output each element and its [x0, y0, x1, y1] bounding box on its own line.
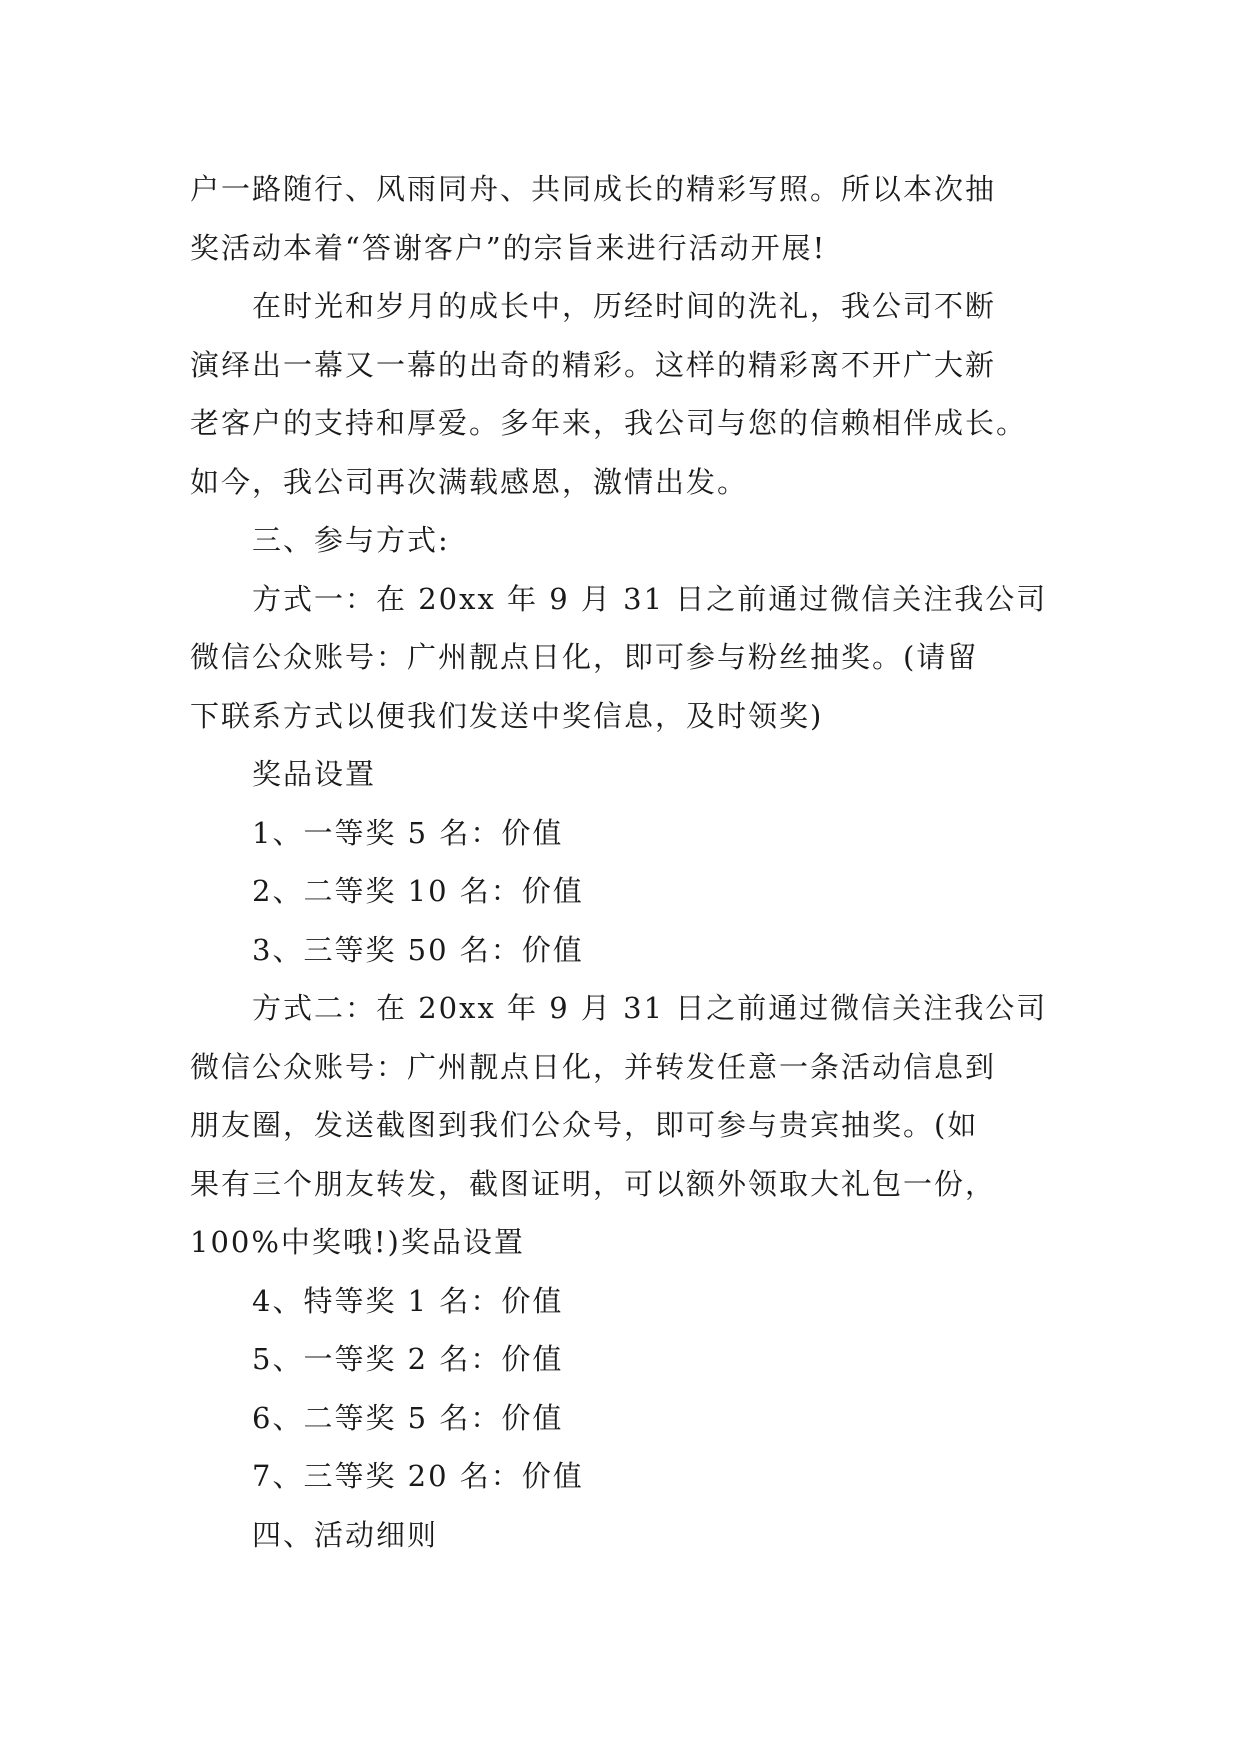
prize-settings-heading — [190, 745, 1070, 804]
text-line: 5、一等奖 2 名：价值 — [252, 1342, 564, 1376]
text-line: 微信公众账号：广州靓点日化，并转发任意一条活动信息到 — [190, 1049, 997, 1084]
text-line: 方式一：在 20xx 年 9 月 31 日之前通过微信关注我公司 — [252, 581, 1048, 616]
text-line: 1、一等奖 5 名：价值 — [252, 815, 564, 850]
text-line: 果有三个朋友转发，截图证明，可以额外领取大礼包一份， — [190, 1166, 997, 1201]
text-line: 方式二：在 20xx 年 9 月 31 日之前通过微信关注我公司 — [252, 991, 1048, 1025]
text-line: 下联系方式以便我们发送中奖信息，及时领奖) — [190, 698, 824, 733]
text-line: 100%中奖哦!)奖品设置 — [190, 1225, 525, 1259]
section-heading-participation — [190, 511, 1070, 570]
text-line: 朋友圈，发送截图到我们公众号，即可参与贵宾抽奖。(如 — [190, 1108, 979, 1142]
text-line: 奖活动本着“答谢客户”的宗旨来进行活动开展! — [190, 230, 827, 265]
text-line: 三、参与方式: — [252, 523, 450, 557]
document-body — [190, 160, 1070, 1564]
paragraph-method-two — [190, 979, 1070, 1272]
text-line: 户一路随行、风雨同舟、共同成长的精彩写照。所以本次抽 — [190, 172, 997, 206]
text-line: 3、三等奖 50 名：价值 — [252, 932, 584, 967]
text-line: 老客户的支持和厚爱。多年来，我公司与您的信赖相伴成长。 — [190, 406, 1028, 440]
paragraph-intro-continued — [190, 160, 1070, 277]
prize-item — [190, 1389, 1070, 1448]
text-line: 四、活动细则 — [252, 1517, 439, 1552]
section-heading-rules — [190, 1506, 1070, 1565]
text-line: 6、二等奖 5 名：价值 — [252, 1400, 564, 1435]
text-line: 2、二等奖 10 名：价值 — [252, 874, 584, 908]
text-line: 在时光和岁月的成长中，历经时间的洗礼，我公司不断 — [252, 289, 997, 323]
paragraph-gratitude — [190, 277, 1070, 511]
text-line: 奖品设置 — [252, 757, 377, 791]
prize-item — [190, 921, 1070, 980]
paragraph-method-one — [190, 570, 1070, 746]
text-line: 微信公众账号：广州靓点日化，即可参与粉丝抽奖。(请留 — [190, 640, 979, 674]
prize-item — [190, 1272, 1070, 1331]
text-line: 7、三等奖 20 名：价值 — [252, 1459, 584, 1493]
text-line: 如今，我公司再次满载感恩，激情出发。 — [190, 464, 749, 499]
prize-item — [190, 804, 1070, 863]
prize-item — [190, 1447, 1070, 1506]
prize-item — [190, 1330, 1070, 1389]
prize-item — [190, 862, 1070, 921]
text-line: 演绎出一幕又一幕的出奇的精彩。这样的精彩离不开广大新 — [190, 347, 997, 382]
text-line: 4、特等奖 1 名：价值 — [252, 1283, 564, 1318]
